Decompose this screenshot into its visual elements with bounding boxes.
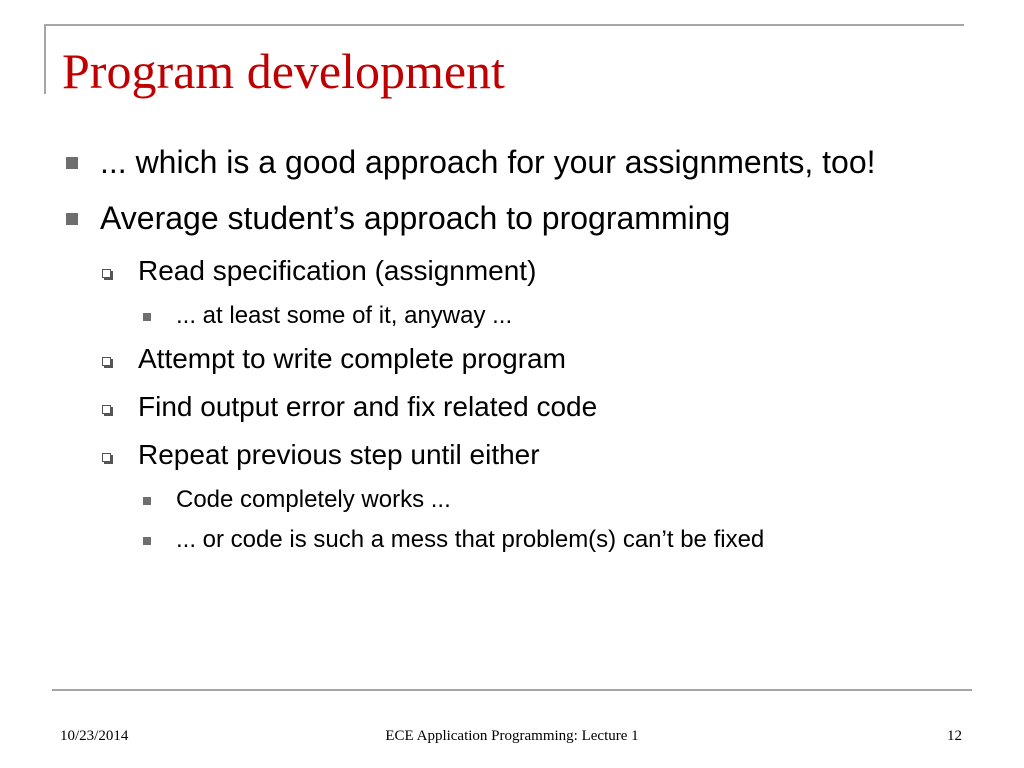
sub-sub-bullet-text: ... or code is such a mess that problem(s) can’t be fixed [176, 526, 765, 553]
sub-bullet-item [60, 340, 980, 378]
sub-sub-bullet-text: ... at least some of it, anyway ... [176, 302, 513, 329]
bullet-item [60, 140, 980, 184]
hollow-square-bullet-icon [102, 269, 111, 278]
sub-bullet-item [60, 252, 980, 290]
hollow-square-bullet-icon [102, 453, 111, 462]
square-bullet-icon [66, 157, 78, 169]
sub-sub-bullet-item [60, 300, 980, 332]
bullet-item [60, 196, 980, 240]
sub-bullet-text: Attempt to write complete program [138, 343, 566, 374]
footer-rule [52, 689, 972, 691]
sub-sub-bullet-item [60, 524, 980, 556]
sub-bullet-item [60, 388, 980, 426]
sub-bullet-text: Read specification (assignment) [138, 255, 537, 286]
footer-course-title: ECE Application Programming: Lecture 1 [385, 728, 639, 744]
slide-number: 12 [947, 728, 962, 744]
slide-content [60, 140, 980, 564]
sub-sub-bullet-text: Code completely works ... [176, 486, 451, 513]
top-rule [44, 24, 964, 26]
small-square-bullet-icon [143, 497, 151, 505]
slide-title: Program development [62, 43, 505, 99]
bullet-text: ... which is a good approach for your assignments, too! [100, 144, 876, 180]
hollow-square-bullet-icon [102, 405, 111, 414]
hollow-square-bullet-icon [102, 357, 111, 366]
sub-bullet-text: Find output error and fix related code [138, 391, 598, 422]
bullet-text: Average student’s approach to programming [100, 200, 731, 236]
sub-sub-bullet-item [60, 484, 980, 516]
small-square-bullet-icon [143, 313, 151, 321]
sub-bullet-item [60, 436, 980, 474]
small-square-bullet-icon [143, 537, 151, 545]
square-bullet-icon [66, 213, 78, 225]
left-rule [44, 24, 46, 94]
footer-date: 10/23/2014 [60, 728, 129, 744]
sub-bullet-text: Repeat previous step until either [138, 439, 540, 470]
